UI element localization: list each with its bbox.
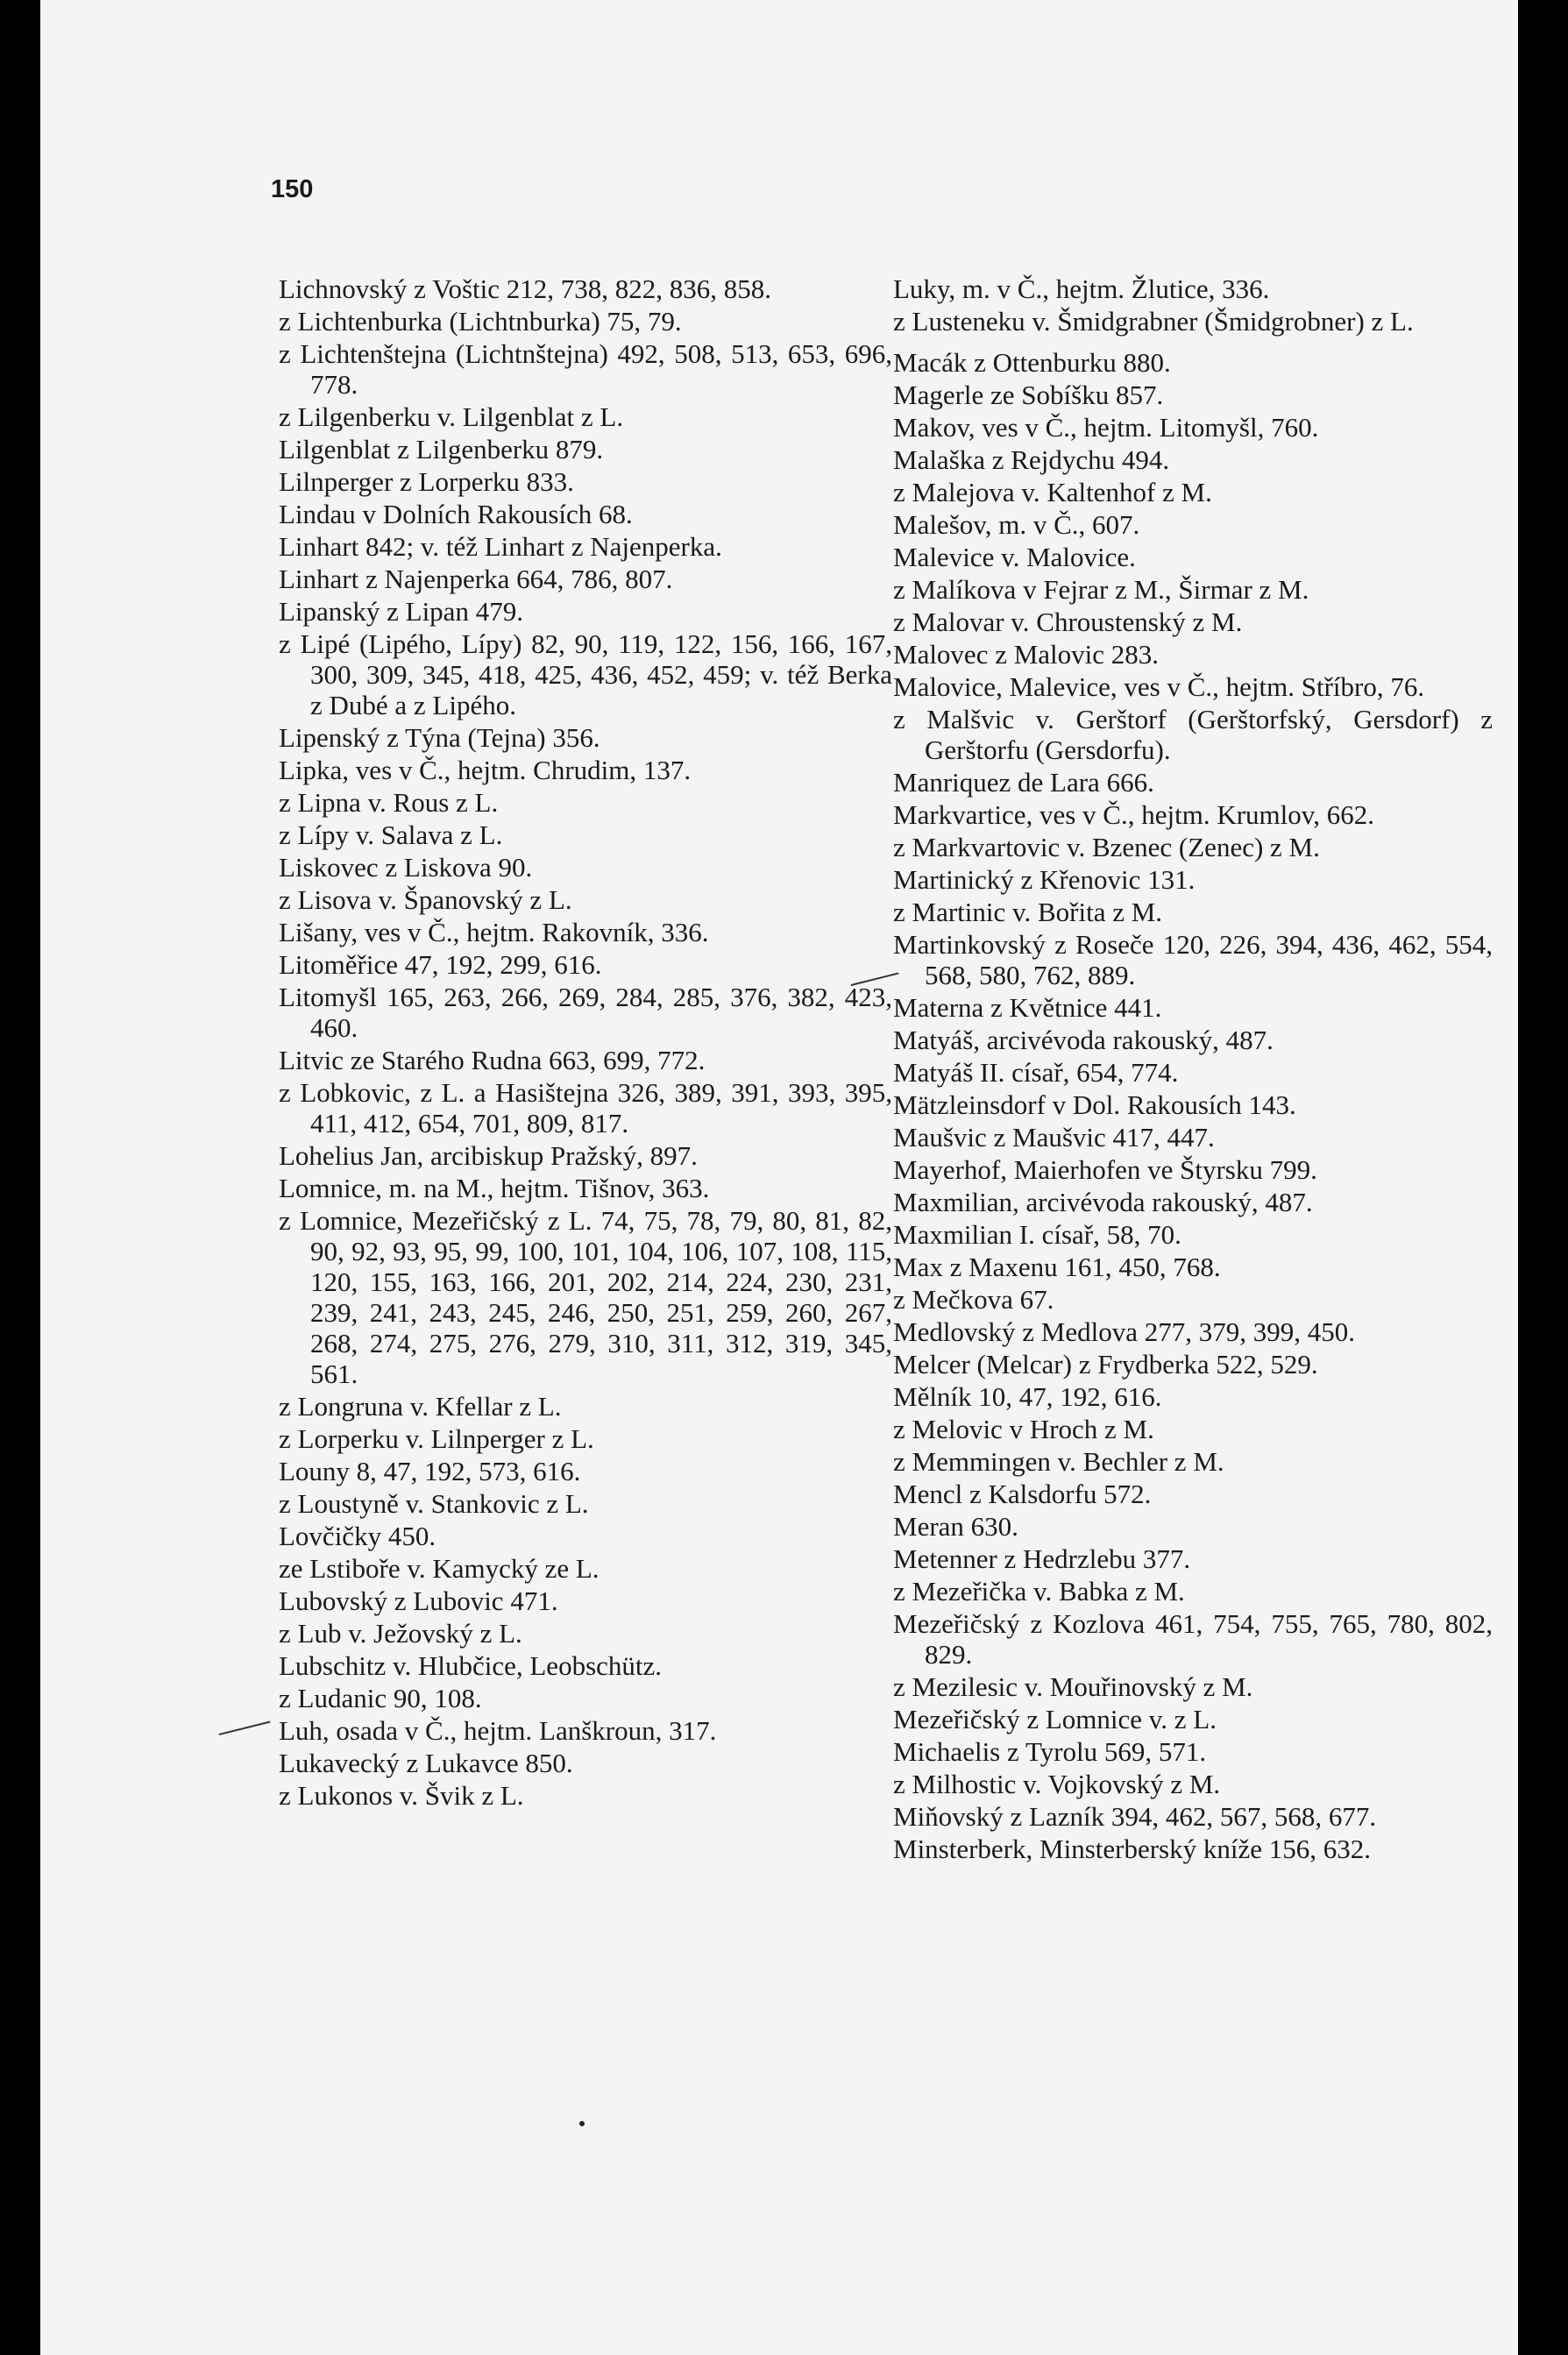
entry-text: Miňovský z Lazník 394, 462, 567, 568, 677. xyxy=(893,1801,1377,1832)
entry-text: Malovec z Malovic 283. xyxy=(893,639,1160,670)
entry-text: Lukavecký z Lukavce 850. xyxy=(279,1748,573,1778)
index-entry xyxy=(279,1683,892,1713)
entry-text: Litvic ze Starého Rudna 663, 699, 772. xyxy=(279,1045,706,1075)
index-entry xyxy=(279,1140,892,1171)
index-entry xyxy=(893,606,1493,637)
entry-text: Linhart 842; v. též Linhart z Najenperka. xyxy=(279,531,722,562)
index-entry xyxy=(279,722,892,753)
entry-text: Mätzleinsdorf v Dol. Rakousích 143. xyxy=(893,1089,1296,1120)
entry-text: Malešov, m. v Č., 607. xyxy=(893,509,1140,540)
index-entry xyxy=(893,1736,1493,1767)
entry-text: z Lichtenburka (Lichtnburka) 75, 79. xyxy=(279,306,682,337)
index-entry xyxy=(893,1576,1493,1607)
entry-text: Maušvic z Maušvic 417, 447. xyxy=(893,1122,1215,1153)
index-entry xyxy=(893,1381,1493,1412)
entry-text: z Mečkova 67. xyxy=(893,1284,1054,1315)
entry-text: Max z Maxenu 161, 450, 768. xyxy=(893,1252,1221,1282)
index-entry xyxy=(279,531,892,562)
index-entry xyxy=(279,306,892,337)
index-column-right xyxy=(893,273,1493,1866)
index-entry xyxy=(893,1089,1493,1120)
entry-text: Magerle ze Sobíšku 857. xyxy=(893,379,1164,410)
entry-text: Lilgenblat z Lilgenberku 879. xyxy=(279,434,604,465)
entry-text: z Lilgenberku v. Lilgenblat z L. xyxy=(279,401,624,432)
index-entry xyxy=(893,412,1493,443)
entry-text: Materna z Květnice 441. xyxy=(893,992,1162,1023)
index-entry xyxy=(893,1349,1493,1380)
entry-text: Lubschitz v. Hlubčice, Leobschütz. xyxy=(279,1650,663,1681)
index-entry xyxy=(279,1205,892,1389)
entry-text: z Lipna v. Rous z L. xyxy=(279,787,499,818)
entry-text: z Mezilesic v. Mouřinovský z M. xyxy=(893,1671,1253,1702)
index-entry xyxy=(893,1219,1493,1250)
entry-text: z Ludanic 90, 108. xyxy=(279,1683,482,1713)
index-entry xyxy=(893,799,1493,830)
ink-dot xyxy=(579,2121,585,2126)
entry-text: Lohelius Jan, arcibiskup Pražský, 897. xyxy=(279,1140,698,1171)
entry-text: z Lobkovic, z L. a Hasištejna 326, 389, 391, 393, 395, 411, 412, 654, 701, 809, 817. xyxy=(279,1077,892,1138)
entry-text: z Lusteneku v. Šmidgrabner (Šmidgrobner) z L. xyxy=(893,306,1414,337)
index-entry xyxy=(893,1834,1493,1864)
entry-text: z Mezeřička v. Babka z M. xyxy=(893,1576,1185,1607)
index-entry xyxy=(279,1045,892,1075)
index-entry xyxy=(279,564,892,594)
entry-text: Louny 8, 47, 192, 573, 616. xyxy=(279,1456,581,1486)
entry-text: Makov, ves v Č., hejtm. Litomyšl, 760. xyxy=(893,412,1319,443)
index-entry xyxy=(893,1511,1493,1542)
entry-text: z Lukonos v. Švik z L. xyxy=(279,1780,524,1811)
index-entry xyxy=(279,596,892,627)
index-entry xyxy=(893,832,1493,862)
index-entry xyxy=(279,1456,892,1486)
entry-text: Lipenský z Týna (Tejna) 356. xyxy=(279,722,600,753)
entry-text: Martinický z Křenovic 131. xyxy=(893,864,1196,895)
entry-text: Litomyšl 165, 263, 266, 269, 284, 285, 376, 382, 423, 460. xyxy=(279,982,892,1043)
index-entry xyxy=(893,1769,1493,1799)
entry-text: Litoměřice 47, 192, 299, 616. xyxy=(279,949,602,980)
index-entry xyxy=(893,1608,1493,1670)
index-entry xyxy=(893,1543,1493,1574)
index-entry xyxy=(893,1284,1493,1315)
index-entry xyxy=(893,1187,1493,1217)
entry-text: Luky, m. v Č., hejtm. Žlutice, 336. xyxy=(893,273,1270,304)
entry-text: Minsterberk, Minsterberský kníže 156, 632. xyxy=(893,1834,1371,1864)
index-entry xyxy=(279,466,892,497)
entry-text: Medlovský z Medlova 277, 379, 399, 450. xyxy=(893,1316,1355,1347)
entry-text: Liskovec z Liskova 90. xyxy=(279,852,533,883)
entry-text: Luh, osada v Č., hejtm. Lanškroun, 317. xyxy=(279,1715,717,1746)
entry-text: Martinkovský z Roseče 120, 226, 394, 436, 462, 554, 568, 580, 762, 889. xyxy=(893,929,1493,990)
index-entry xyxy=(893,379,1493,410)
entry-text: Mezeřičský z Kozlova 461, 754, 755, 765, 780, 802, 829. xyxy=(893,1608,1493,1670)
index-entry xyxy=(279,949,892,980)
entry-text: Lubovský z Lubovic 471. xyxy=(279,1585,558,1616)
index-entry xyxy=(279,499,892,529)
entry-text: z Lipé (Lipého, Lípy) 82, 90, 119, 122, 156, 166, 167, 300, 309, 345, 418, 425, 436, 452, 459; v. též Berka z Dubé a z Lipého. xyxy=(279,628,892,720)
index-entry xyxy=(279,917,892,947)
index-entry xyxy=(893,1479,1493,1509)
index-entry xyxy=(279,852,892,883)
entry-text: z Malšvic v. Gerštorf (Gerštorfský, Gersdorf) z Gerštorfu (Gersdorfu). xyxy=(893,704,1493,765)
entry-text: Mělník 10, 47, 192, 616. xyxy=(893,1381,1162,1412)
index-entry xyxy=(893,1446,1493,1477)
index-entry xyxy=(279,628,892,720)
entry-text: z Lichtenštejna (Lichtnštejna) 492, 508, 513, 653, 696, 778. xyxy=(279,338,892,400)
index-entry xyxy=(893,574,1493,605)
index-entry xyxy=(893,1801,1493,1832)
entry-text: Malevice v. Malovice. xyxy=(893,542,1136,572)
entry-text: Mencl z Kalsdorfu 572. xyxy=(893,1479,1152,1509)
entry-text: Matyáš, arcivévoda rakouský, 487. xyxy=(893,1025,1274,1055)
entry-text: Lilnperger z Lorperku 833. xyxy=(279,466,574,497)
entry-text: z Martinic v. Bořita z M. xyxy=(893,897,1163,927)
index-entry xyxy=(893,1414,1493,1444)
index-entry xyxy=(893,1057,1493,1088)
index-entry xyxy=(893,1316,1493,1347)
entry-text: Lichnovský z Voštic 212, 738, 822, 836, 858. xyxy=(279,273,772,304)
margin-mark-left xyxy=(219,1721,271,1735)
entry-text: Michaelis z Tyrolu 569, 571. xyxy=(893,1736,1207,1767)
entry-text: z Lípy v. Salava z L. xyxy=(279,819,503,850)
entry-text: Lovčičky 450. xyxy=(279,1521,436,1551)
book-page xyxy=(40,0,1518,2355)
entry-text: z Malovar v. Chroustenský z M. xyxy=(893,606,1243,637)
entry-text: Lomnice, m. na M., hejtm. Tišnov, 363. xyxy=(279,1173,710,1203)
index-entry xyxy=(893,444,1493,475)
entry-text: z Memmingen v. Bechler z M. xyxy=(893,1446,1224,1477)
index-entry xyxy=(893,864,1493,895)
entry-text: ze Lstiboře v. Kamycký ze L. xyxy=(279,1553,600,1584)
entry-text: z Loustyně v. Stankovic z L. xyxy=(279,1488,589,1519)
entry-text: z Lomnice, Mezeřičský z L. 74, 75, 78, 79, 80, 81, 82, 90, 92, 93, 95, 99, 100, 101, 104, 106, 107, 108, 115, 120, 155, 163, 166, 201, 202, 214, 224, 230, 231, 239, 241, 243, 245, 246, 250, 251, 259, 260, 267, 268, 274, 275, 276, 279, 310, 311, 312, 319, 345, 561. xyxy=(279,1205,892,1389)
entry-text: Lipka, ves v Č., hejtm. Chrudim, 137. xyxy=(279,755,692,785)
page-number: 150 xyxy=(271,175,314,203)
index-entry xyxy=(893,273,1493,304)
index-entry xyxy=(279,1521,892,1551)
index-entry xyxy=(893,639,1493,670)
entry-text: Lišany, ves v Č., hejtm. Rakovník, 336. xyxy=(279,917,709,947)
entry-text: z Malíkova v Fejrar z M., Širmar z M. xyxy=(893,574,1309,605)
entry-text: z Melovic v Hroch z M. xyxy=(893,1414,1154,1444)
index-entry xyxy=(893,1704,1493,1734)
entry-text: z Markvartovic v. Bzenec (Zenec) z M. xyxy=(893,832,1320,862)
index-entry xyxy=(893,477,1493,507)
entry-text: Malaška z Rejdychu 494. xyxy=(893,444,1170,475)
entry-text: z Lisova v. Španovský z L. xyxy=(279,884,572,915)
index-column-left xyxy=(279,273,892,1812)
index-entry xyxy=(893,1252,1493,1282)
entry-text: Mezeřičský z Lomnice v. z L. xyxy=(893,1704,1217,1734)
index-entry xyxy=(893,1025,1493,1055)
index-entry xyxy=(279,1715,892,1746)
index-entry xyxy=(279,1585,892,1616)
entry-text: z Lorperku v. Lilnperger z L. xyxy=(279,1423,594,1454)
index-entry xyxy=(279,1077,892,1138)
index-entry xyxy=(279,1748,892,1778)
index-entry xyxy=(279,1173,892,1203)
entry-text: z Longruna v. Kfellar z L. xyxy=(279,1391,562,1422)
entry-text: z Milhostic v. Vojkovský z M. xyxy=(893,1769,1221,1799)
index-entry xyxy=(279,401,892,432)
entry-text: Manriquez de Lara 666. xyxy=(893,767,1154,798)
entry-text: Mayerhof, Maierhofen ve Štyrsku 799. xyxy=(893,1154,1317,1185)
index-entry xyxy=(893,992,1493,1023)
index-entry xyxy=(279,1488,892,1519)
index-entry xyxy=(893,306,1493,337)
index-entry xyxy=(279,1780,892,1811)
entry-text: Maxmilian, arcivévoda rakouský, 487. xyxy=(893,1187,1313,1217)
index-entry xyxy=(279,1553,892,1584)
index-entry xyxy=(279,273,892,304)
entry-text: Lindau v Dolních Rakousích 68. xyxy=(279,499,633,529)
index-entry xyxy=(893,897,1493,927)
index-entry xyxy=(893,929,1493,990)
index-entry xyxy=(279,982,892,1043)
index-entry xyxy=(279,819,892,850)
entry-text: z Lub v. Ježovský z L. xyxy=(279,1618,522,1649)
index-entry xyxy=(893,1122,1493,1153)
index-entry xyxy=(279,1391,892,1422)
entry-text: Metenner z Hedrzlebu 377. xyxy=(893,1543,1191,1574)
entry-text: Malovice, Malevice, ves v Č., hejtm. Stříbro, 76. xyxy=(893,671,1425,702)
index-entry xyxy=(893,1154,1493,1185)
entry-text: Macák z Ottenburku 880. xyxy=(893,347,1171,378)
entry-text: Markvartice, ves v Č., hejtm. Krumlov, 662. xyxy=(893,799,1374,830)
index-entry xyxy=(279,1618,892,1649)
index-entry xyxy=(279,755,892,785)
entry-text: Lipanský z Lipan 479. xyxy=(279,596,523,627)
index-entry xyxy=(893,704,1493,765)
index-entry xyxy=(279,338,892,400)
entry-text: Meran 630. xyxy=(893,1511,1018,1542)
index-entry xyxy=(893,671,1493,702)
index-entry xyxy=(893,347,1493,378)
entry-text: Linhart z Najenperka 664, 786, 807. xyxy=(279,564,673,594)
index-entry xyxy=(893,767,1493,798)
index-entry xyxy=(279,1423,892,1454)
entry-text: Melcer (Melcar) z Frydberka 522, 529. xyxy=(893,1349,1318,1380)
entry-text: Maxmilian I. císař, 58, 70. xyxy=(893,1219,1181,1250)
index-entry xyxy=(279,434,892,465)
entry-text: z Malejova v. Kaltenhof z M. xyxy=(893,477,1212,507)
index-entry xyxy=(279,884,892,915)
index-entry xyxy=(893,542,1493,572)
index-entry xyxy=(279,787,892,818)
index-entry xyxy=(279,1650,892,1681)
index-entry xyxy=(893,1671,1493,1702)
index-entry xyxy=(893,509,1493,540)
entry-text: Matyáš II. císař, 654, 774. xyxy=(893,1057,1179,1088)
